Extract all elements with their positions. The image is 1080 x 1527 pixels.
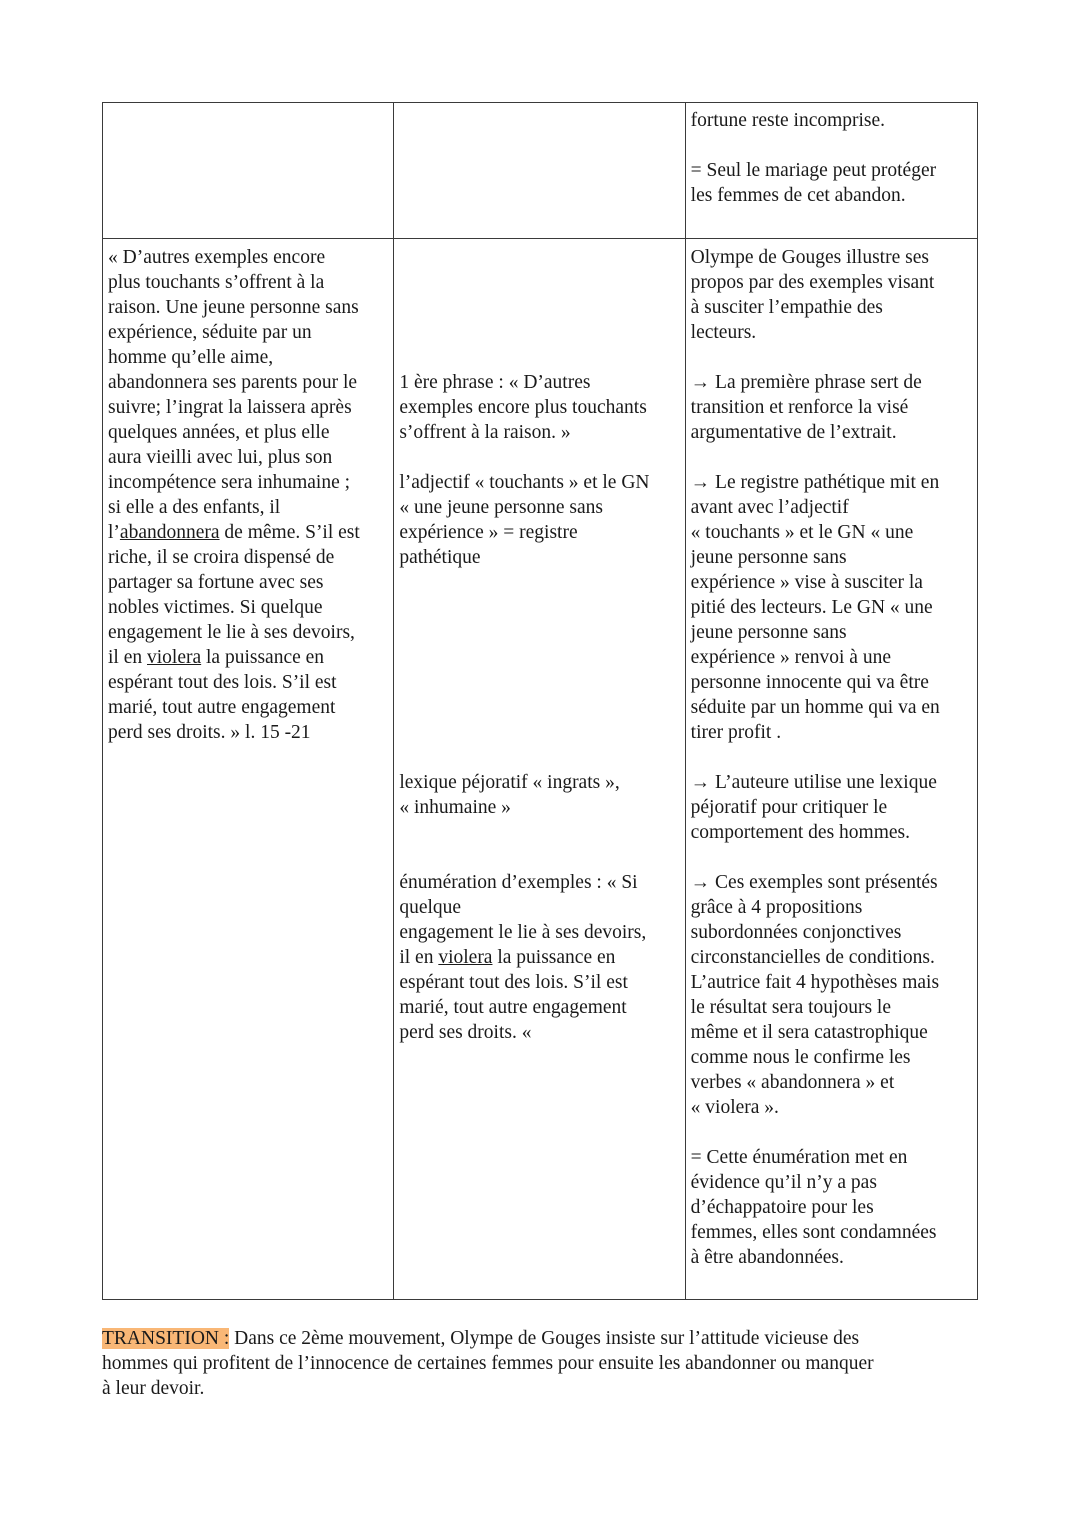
text-line: évidence qu’il n’y a pas [690,1172,877,1193]
quote-line: espérant tout des lois. S’il est [108,672,337,693]
text-line: le résultat sera toujours le [690,997,892,1018]
text-line: jeune personne sans [690,622,847,643]
text-line: « violera ». [690,1097,779,1118]
quote-line: incompétence sera inhumaine ; [108,472,351,493]
text-line: → L’auteure utilise une lexique [690,772,937,793]
quote-line: perd ses droits. » l. 15 -21 [108,722,311,743]
text-line: péjoratif pour critiquer le [690,797,888,818]
underlined-word: violera [147,647,202,668]
text-line: = Cette énumération met en [690,1147,908,1168]
text-line: « une jeune personne sans [399,497,603,518]
text-line: énumération d’exemples : « Si [399,872,638,893]
text-line: → La première phrase sert de [690,372,922,393]
text-line: expérience » = registre [399,522,578,543]
text-line: même et il sera catastrophique [690,1022,928,1043]
text-line: les femmes de cet abandon. [690,185,906,206]
text-fragment: la puissance en [492,947,616,968]
interpretation-block [691,470,973,745]
quote-fragment: de même. S’il est [219,522,360,543]
interpretation-block [691,770,973,845]
text-line: exemples encore plus touchants [399,397,647,418]
text-line: à être abandonnées. [690,1247,844,1268]
text-line: grâce à 4 propositions [690,897,863,918]
text-line: lexique péjoratif « ingrats », [399,772,620,793]
quote-line: partager sa fortune avec ses [108,572,324,593]
quote-line: nobles victimes. Si quelque [108,597,323,618]
text-line [102,1326,982,1351]
quote-line: si elle a des enfants, il [108,497,281,518]
quote-line: homme qu’elle aime, [108,347,274,368]
text-line: s’offrent à la raison. » [399,422,571,443]
text-line: comportement des hommes. [690,822,910,843]
text-line: expérience » renvoi à une [690,647,891,668]
text-line: argumentative de l’extrait. [690,422,897,443]
text-line: circonstancielles de conditions. [690,947,935,968]
interpretation-cell [685,239,977,1300]
interpretation-block [691,108,973,133]
conclusion-block [691,158,973,208]
text-line: pitié des lecteurs. Le GN « une [690,597,933,618]
quote-line: plus touchants s’offrent à la [108,272,325,293]
text-line: l’adjectif « touchants » et le GN [399,472,650,493]
conclusion-block [691,1145,973,1270]
transition-paragraph [102,1326,982,1401]
text-line: quelque [399,897,462,918]
underlined-word: abandonnera [119,522,220,543]
quote-line: riche, il se croira dispensé de [108,547,335,568]
procede-block [399,370,680,445]
procede-block [399,870,680,1045]
procede-block [399,470,680,570]
interpretation-block [691,870,973,1120]
text-line: séduite par un homme qui va en [690,697,940,718]
procede-cell [394,239,685,1300]
text-line: Olympe de Gouges illustre ses [690,247,929,268]
text-line: lecteurs. [690,322,757,343]
quote-fragment: il en [108,647,147,668]
table-row [103,239,978,1300]
analysis-table [102,102,978,1300]
text-line: femmes, elles sont condamnées [690,1222,937,1243]
text-line: d’échappatoire pour les [690,1197,874,1218]
procede-block [399,770,680,820]
interpretation-cell [685,103,977,239]
text-fragment: il en [399,947,439,968]
interpretation-block [691,245,973,345]
transition-label: TRANSITION : [102,1328,230,1349]
text-line: transition et renforce la visé [690,397,909,418]
text-line: propos par des exemples visant [690,272,935,293]
text-line: hommes qui profitent de l’innocence de certaines femmes pour ensuite les abandonner ou manquer [102,1353,874,1374]
interpretation-block [691,370,973,445]
text-line: « touchants » et le GN « une [690,522,914,543]
text-line: pathétique [399,547,481,568]
quote-line [108,520,389,545]
text-line: perd ses droits. « [399,1022,532,1043]
text-line: = Seul le mariage peut protéger [690,160,937,181]
quote-fragment: la puissance en [201,647,325,668]
text-line: engagement le lie à ses devoirs, [399,922,647,943]
text-line: verbes « abandonnera » et [690,1072,895,1093]
text-line: « inhumaine » [399,797,511,818]
text-line: tirer profit . [690,722,782,743]
text-line: avant avec l’adjectif [690,497,849,518]
table-row [103,103,978,239]
text-line: fortune reste incomprise. [690,110,886,131]
text-line: jeune personne sans [690,547,847,568]
quote-line: abandonnera ses parents pour le [108,372,358,393]
text-line: personne innocente qui va être [690,672,929,693]
text-line: subordonnées conjonctives [690,922,902,943]
text-line: à leur devoir. [102,1378,205,1399]
quote-cell [103,239,394,1300]
quote-fragment: l’ [108,522,120,543]
quote-line [108,645,389,670]
text-line [399,945,680,970]
quote-line: expérience, séduite par un [108,322,312,343]
text-line: expérience » vise à susciter la [690,572,923,593]
text-line: à susciter l’empathie des [690,297,883,318]
text-line: marié, tout autre engagement [399,997,627,1018]
quote-line: suivre; l’ingrat la laissera après [108,397,352,418]
quote-line: raison. Une jeune personne sans [108,297,359,318]
text-fragment: Dans ce 2ème mouvement, Olympe de Gouges insiste sur l’attitude vicieuse des [229,1328,860,1349]
quote-line: marié, tout autre engagement [108,697,336,718]
text-line: 1 ère phrase : « D’autres [399,372,591,393]
quote-line: « D’autres exemples encore [108,247,326,268]
text-line: espérant tout des lois. S’il est [399,972,628,993]
procede-cell [394,103,685,239]
quote-cell [103,103,394,239]
text-line: → Ces exemples sont présentés [690,872,938,893]
quote-line: quelques années, et plus elle [108,422,330,443]
quote-line: aura vieilli avec lui, plus son [108,447,333,468]
quote-line: engagement le lie à ses devoirs, [108,622,355,643]
text-line: comme nous le confirme les [690,1047,911,1068]
underlined-word: violera [438,947,493,968]
text-line: → Le registre pathétique mit en [690,472,940,493]
text-line: L’autrice fait 4 hypothèses mais [690,972,940,993]
